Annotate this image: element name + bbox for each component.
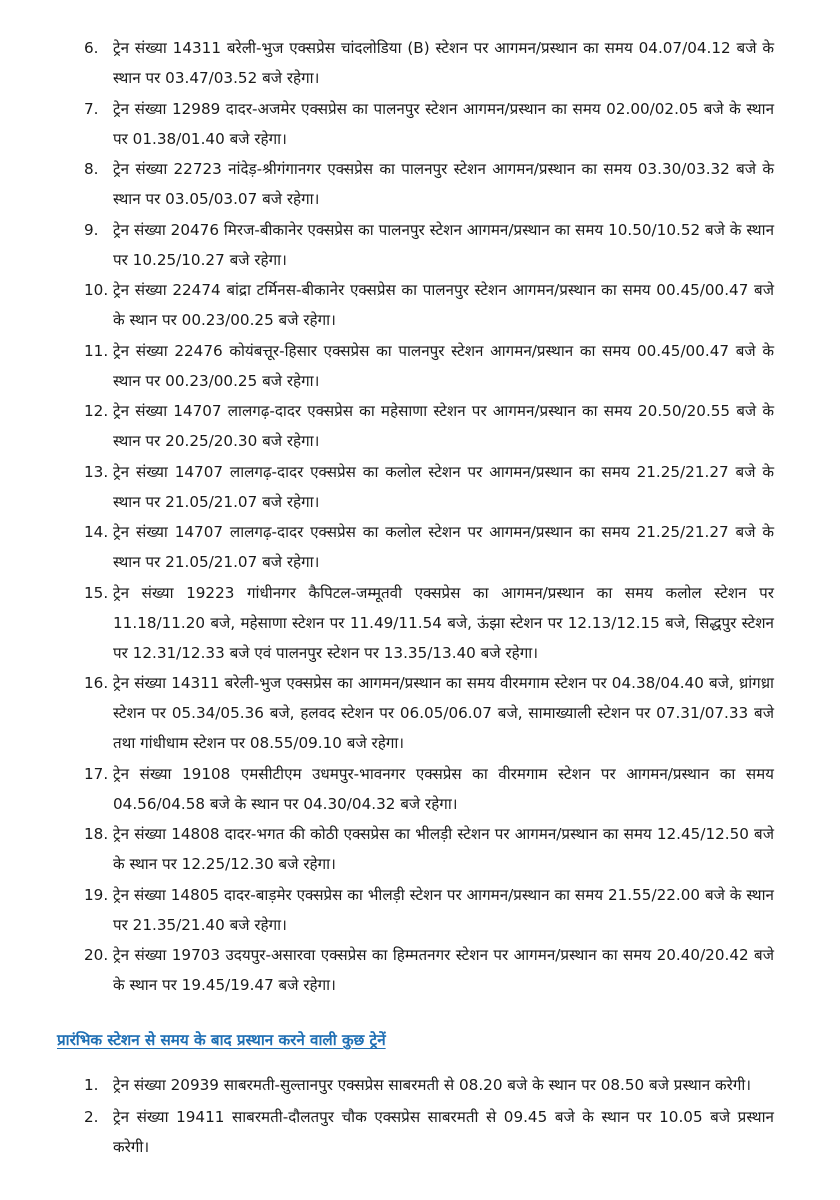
list-item [84,1102,774,1162]
list-item-number: 14. [84,523,109,541]
list-item-text: ट्रेन संख्या 14707 लालगढ़-दादर एक्सप्रेस का कलोल स्टेशन पर आगमन/प्रस्थान का समय 21.25/21.27 बजे के स्थान पर 21.05/21.07 बजे रहेगा। [113,523,774,571]
list-item-number: 8. [84,160,99,178]
list-item-number: 10. [84,281,109,299]
list-item-text: ट्रेन संख्या 14311 बरेली-भुज एक्सप्रेस चांदलोडिया (B) स्टेशन पर आगमन/प्रस्थान का समय 04.07/04.12 बजे के स्थान पर 03.47/03.52 बजे रहेगा। [113,39,774,87]
list-item-text: ट्रेन संख्या 19411 साबरमती-दौलतपुर चौक एक्सप्रेस साबरमती से 09.45 बजे के स्थान पर 10.05 बजे प्रस्थान करेगी। [113,1108,774,1156]
list-item [84,396,774,456]
list-item [84,457,774,517]
list-item [84,154,774,214]
list-item-number: 9. [84,220,99,239]
list-item [84,1070,774,1100]
list-item [84,940,774,1000]
list-item-number: 19. [84,885,109,904]
list-item [84,33,774,93]
list-item-text: ट्रेन संख्या 22723 नांदेड़-श्रीगंगानगर एक्सप्रेस का पालनपुर स्टेशन आगमन/प्रस्थान का समय 03.30/03.32 बजे के स्थान पर 03.05/03.07 बजे रहेगा। [113,160,774,208]
list-item-number: 1. [84,1076,99,1094]
list-item-number: 16. [84,674,109,692]
list-item [84,759,774,819]
list-item [84,215,774,275]
list-item-number: 11. [84,341,109,360]
list-item-number: 12. [84,402,109,420]
list-item [84,275,774,335]
list-item-text: ट्रेन संख्या 12989 दादर-अजमेर एक्सप्रेस का पालनपुर स्टेशन आगमन/प्रस्थान का समय 02.00/02.05 बजे के स्थान पर 01.38/01.40 बजे रहेगा। [113,99,774,148]
list-item-text: ट्रेन संख्या 20476 मिरज-बीकानेर एक्सप्रेस का पालनपुर स्टेशन आगमन/प्रस्थान का समय 10.50/10.52 बजे के स्थान पर 10.25/10.27 बजे रहेगा। [113,220,774,269]
list-item [84,336,774,396]
revised-timings-list [84,33,774,1001]
list-item [84,94,774,154]
list-item [84,578,774,668]
list-item-text: ट्रेन संख्या 14707 लालगढ़-दादर एक्सप्रेस का कलोल स्टेशन पर आगमन/प्रस्थान का समय 21.25/21.27 बजे के स्थान पर 21.05/21.07 बजे रहेगा। [113,462,774,511]
list-item-text: ट्रेन संख्या 20939 साबरमती-सुल्तानपुर एक्सप्रेस साबरमती से 08.20 बजे के स्थान पर 08.50 बजे प्रस्थान करेगी। [113,1076,752,1094]
list-item-text: ट्रेन संख्या 22474 बांद्रा टर्मिनस-बीकानेर एक्सप्रेस का पालनपुर स्टेशन आगमन/प्रस्थान का समय 00.45/00.47 बजे के स्थान पर 00.23/00.25 बजे रहेगा। [113,281,774,329]
list-item-number: 7. [84,99,99,118]
list-item-text: ट्रेन संख्या 19703 उदयपुर-असारवा एक्सप्रेस का हिम्मतनगर स्टेशन पर आगमन/प्रस्थान का समय 20.40/20.42 बजे के स्थान पर 19.45/19.47 बजे रहेगा। [113,946,774,994]
list-item-number: 15. [84,583,109,602]
list-item [84,668,774,758]
list-item-text: ट्रेन संख्या 14805 दादर-बाड़मेर एक्सप्रेस का भीलड़ी स्टेशन पर आगमन/प्रस्थान का समय 21.55/22.00 बजे के स्थान पर 21.35/21.40 बजे रहेगा। [113,885,774,934]
list-item-text: ट्रेन संख्या 19223 गांधीनगर कैपिटल-जम्मूतवी एक्सप्रेस का आगमन/प्रस्थान का समय कलोल स्टेशन पर 11.18/11.20 बजे, महेसाणा स्टेशन पर 11.49/11.54 बजे, ऊंझा स्टेशन पर 12.13/12.15 बजे, सिद्धपुर स्टेशन पर 12.31/12.33 बजे एवं पालनपुर स्टेशन पर 13.35/13.40 बजे रहेगा। [113,583,774,662]
list-item-number: 17. [84,764,109,783]
list-item-number: 13. [84,462,109,481]
list-item-text: ट्रेन संख्या 14707 लालगढ़-दादर एक्सप्रेस का महेसाणा स्टेशन पर आगमन/प्रस्थान का समय 20.50/20.55 बजे के स्थान पर 20.25/20.30 बजे रहेगा। [113,402,774,450]
list-item-text: ट्रेन संख्या 22476 कोयंबत्तूर-हिसार एक्सप्रेस का पालनपुर स्टेशन आगमन/प्रस्थान का समय 00.45/00.47 बजे के स्थान पर 00.23/00.25 बजे रहेगा। [113,341,774,390]
list-item-number: 20. [84,946,109,964]
list-item-text: ट्रेन संख्या 14311 बरेली-भुज एक्सप्रेस का आगमन/प्रस्थान का समय वीरमगाम स्टेशन पर 04.38/04.40 बजे, ध्रांगध्रा स्टेशन पर 05.34/05.36 बजे, हलवद स्टेशन पर 06.05/06.07 बजे, सामाख्याली स्टेशन पर 07.31/07.33 बजे तथा गांधीधाम स्टेशन पर 08.55/09.10 बजे रहेगा। [113,674,774,752]
list-item [84,819,774,879]
list-item-number: 2. [84,1108,99,1126]
list-item-number: 6. [84,39,99,57]
section-heading: प्रारंभिक स्टेशन से समय के बाद प्रस्थान करने वाली कुछ ट्रेनें [57,1031,386,1049]
list-item-text: ट्रेन संख्या 14808 दादर-भगत की कोठी एक्सप्रेस का भीलड़ी स्टेशन पर आगमन/प्रस्थान का समय 12.45/12.50 बजे के स्थान पर 12.25/12.30 बजे रहेगा। [113,825,774,873]
list-item-number: 18. [84,825,109,843]
list-item [84,517,774,577]
list-item [84,880,774,940]
delayed-departure-list [84,1070,774,1164]
list-item-text: ट्रेन संख्या 19108 एमसीटीएम उधमपुर-भावनगर एक्सप्रेस का वीरमगाम स्टेशन पर आगमन/प्रस्थान का समय 04.56/04.58 बजे के स्थान पर 04.30/04.32 बजे रहेगा। [113,764,774,813]
